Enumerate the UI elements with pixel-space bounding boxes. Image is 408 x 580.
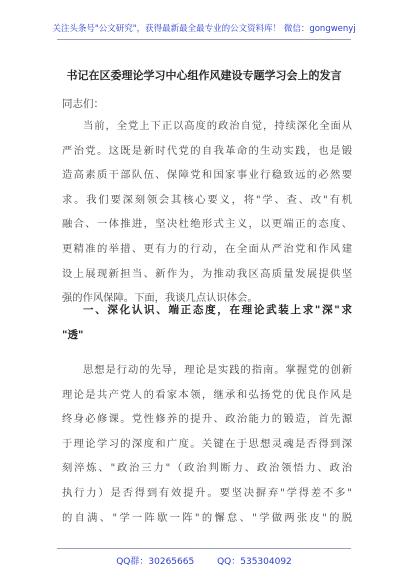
- text-line: 造高素质干部队伍、保障党和国家事业行稳致远的必然要: [62, 169, 352, 182]
- text-line: 理论是共产党人的看家本领，继承和弘扬党的优良作风是: [62, 388, 352, 401]
- text-line: 设上展现新担当、新作为，为推动我区高质量发展提供坚: [62, 267, 352, 280]
- text-line: 刻淬炼、"政治三力"（政治判断力、政治领悟力、政治: [62, 462, 352, 475]
- footer-divider: [57, 548, 351, 549]
- text-line: 求。我们要深刻领会其核心要义，将"学、查、改"有机: [62, 193, 352, 206]
- page-header: 关注头条号"公文研究"，获得最新最全最专业的公文资料库！ 微信：gongwenyj: [52, 24, 356, 34]
- text-line: 执行力）是否得到有效提升。要坚决摒弃"学得差不多": [62, 486, 352, 499]
- text-line: 当前，全党上下正以高度的政治自觉，持续深化全面从: [83, 120, 352, 132]
- text-line: 的自满、"学一阵歇一阵"的懈怠、"学做两张皮"的脱: [62, 511, 352, 524]
- text-line: 强的作风保障。下面，我谈几点认识体会。: [62, 292, 258, 305]
- text-line: 严治党。这既是新时代党的自我革命的生动实践，也是锻: [62, 144, 352, 157]
- header-divider: [57, 39, 351, 40]
- text-line: 于理论学习的深度和广度。关键在于思想灵魂是否得到深: [62, 437, 352, 450]
- text-line: 终身必修课。党性修养的提升、政治能力的锻造，首先源: [62, 413, 352, 426]
- heading-line: "透": [62, 328, 84, 341]
- text-line: 更精准的举措、更有力的行动，在全面从严治党和作风建: [62, 242, 352, 255]
- document-title: 书记在区委理论学习中心组作风建设专题学习会上的发言: [66, 69, 342, 82]
- greeting: 同志们：: [62, 98, 104, 110]
- heading-line: 一、深化认识、端正态度，在理论武装上求"深"求: [83, 304, 352, 316]
- page-footer: [0, 554, 408, 567]
- paragraph-section-1: [62, 358, 352, 530]
- text-line: 融合、一体推进，坚决杜绝形式主义，以更端正的态度、: [62, 218, 352, 231]
- text-line: 思想是行动的先导，理论是实践的指南。掌握党的创新: [83, 364, 352, 376]
- qq-group-link[interactable]: QQ群：30265665: [116, 557, 195, 567]
- paragraph-intro: [62, 114, 352, 311]
- section-heading-1: [62, 298, 352, 347]
- qq-link[interactable]: QQ：535304092: [217, 557, 292, 567]
